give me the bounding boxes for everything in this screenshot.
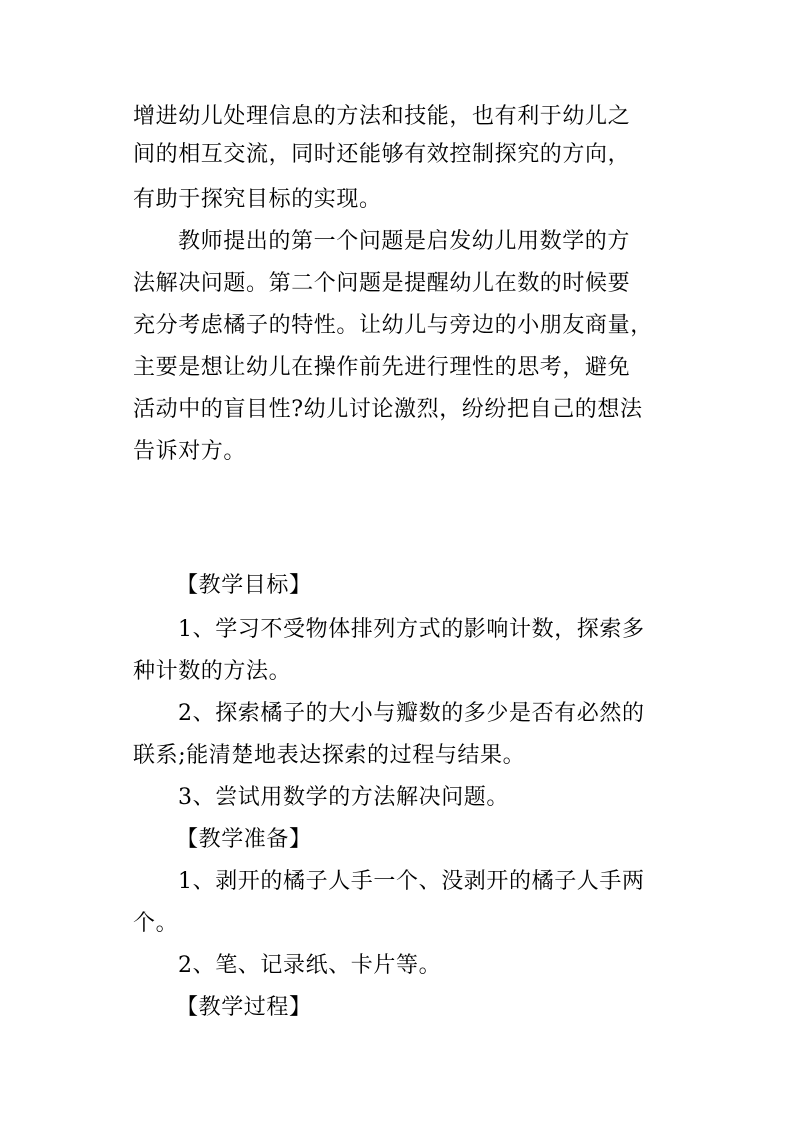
prep-heading: 【教学准备】 bbox=[176, 827, 312, 852]
goal-1-line-1: 1、学习不受物体排列方式的影响计数，探索多 bbox=[178, 617, 645, 642]
paragraph2-line-4: 主要是想让幼儿在操作前先进行理性的思考，避免 bbox=[133, 355, 631, 380]
prep-1-line-2: 个。 bbox=[133, 911, 179, 936]
paragraph1-line-3: 有助于探究目标的实现。 bbox=[133, 187, 382, 212]
goal-3-line-1: 3、尝试用数学的方法解决问题。 bbox=[178, 785, 509, 810]
goal-2-line-2: 联系;能清楚地表达探索的过程与结果。 bbox=[133, 743, 526, 768]
prep-2-line-1: 2、笔、记录纸、卡片等。 bbox=[178, 953, 442, 978]
process-heading: 【教学过程】 bbox=[176, 995, 312, 1020]
paragraph1-line-2: 间的相互交流，同时还能够有效控制探究的方向， bbox=[133, 142, 631, 167]
paragraph2-line-6: 告诉对方。 bbox=[133, 439, 247, 464]
paragraph2-line-1: 教师提出的第一个问题是启发幼儿用数学的方 bbox=[178, 229, 631, 254]
goals-heading: 【教学目标】 bbox=[176, 573, 312, 598]
paragraph2-line-5: 活动中的盲目性?幼儿讨论激烈，纷纷把自己的想法 bbox=[133, 397, 643, 422]
paragraph2-line-2: 法解决问题。第二个问题是提醒幼儿在数的时候要 bbox=[133, 271, 631, 296]
paragraph2-line-3: 充分考虑橘子的特性。让幼儿与旁边的小朋友商量， bbox=[133, 313, 653, 338]
goal-2-line-1: 2、探索橘子的大小与瓣数的多少是否有必然的 bbox=[178, 701, 645, 726]
goal-1-line-2: 种计数的方法。 bbox=[133, 659, 292, 684]
paragraph1-line-1: 增进幼儿处理信息的方法和技能，也有利于幼儿之 bbox=[133, 104, 631, 129]
prep-1-line-1: 1、剥开的橘子人手一个、没剥开的橘子人手两 bbox=[178, 869, 645, 894]
